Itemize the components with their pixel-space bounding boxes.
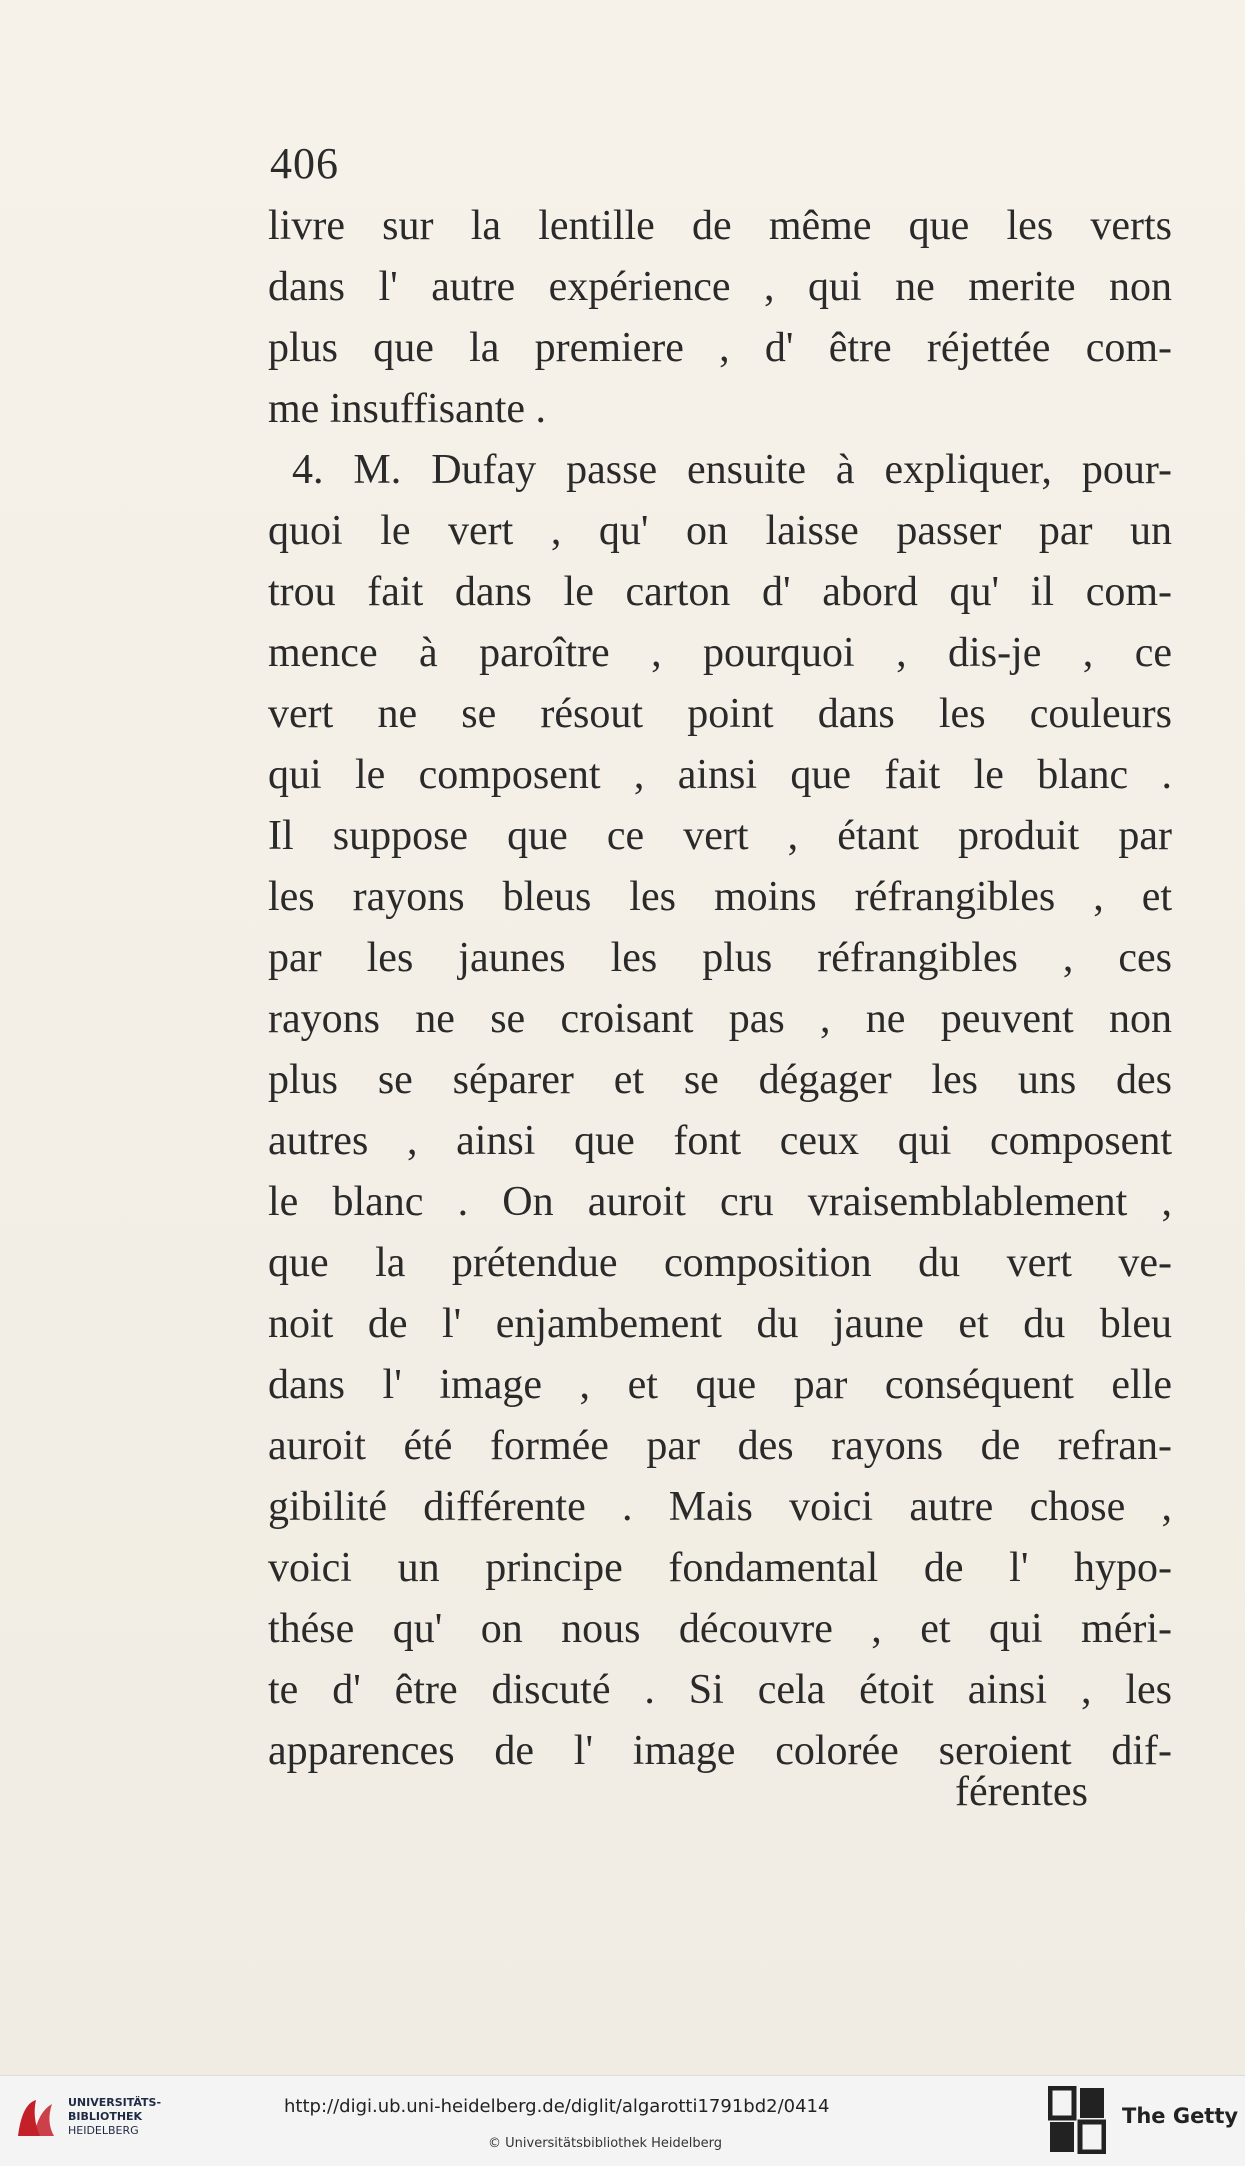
text-line: le blanc . On auroit cru vraisemblablement ,: [268, 1179, 1172, 1225]
catchword: férentes: [955, 1769, 1088, 1815]
text-line: vert ne se résout point dans les couleurs: [268, 691, 1172, 737]
text-line: livre sur la lentille de même que les verts: [268, 203, 1172, 249]
text-line: auroit été formée par des rayons de refran-: [268, 1423, 1172, 1469]
text-line: Il suppose que ce vert , étant produit par: [268, 813, 1172, 859]
page-number: 406: [270, 139, 339, 188]
permalink-url[interactable]: http://digi.ub.uni-heidelberg.de/diglit/algarotti1791bd2/0414: [284, 2096, 830, 2117]
university-name-line: BIBLIOTHEK: [68, 2110, 143, 2123]
copyright-notice: © Universitätsbibliothek Heidelberg: [488, 2136, 723, 2151]
text-line: qui le composent , ainsi que fait le blanc .: [268, 752, 1172, 798]
text-line: mence à paroître , pourquoi , dis-je , ce: [268, 630, 1172, 676]
text-line: rayons ne se croisant pas , ne peuvent non: [268, 996, 1172, 1042]
body-text: [268, 196, 1172, 1782]
text-line: les rayons bleus les moins réfrangibles , et: [268, 874, 1172, 920]
text-line: dans l' image , et que par conséquent elle: [268, 1362, 1172, 1408]
text-line: gibilité différente . Mais voici autre chose ,: [268, 1484, 1172, 1530]
text-line: thése qu' on nous découvre , et qui méri-: [268, 1606, 1172, 1652]
text-line: autres , ainsi que font ceux qui composent: [268, 1118, 1172, 1164]
text-line: quoi le vert , qu' on laisse passer par un: [268, 508, 1172, 554]
text-line: plus se séparer et se dégager les uns des: [268, 1057, 1172, 1103]
university-name: [68, 2096, 161, 2138]
text-line: voici un principe fondamental de l' hypo-: [268, 1545, 1172, 1591]
text-line: apparences de l' image colorée seroient dif-: [268, 1728, 1172, 1774]
viewer-footer: [0, 2075, 1245, 2166]
text-line: me insuffisante .: [268, 386, 547, 432]
university-name-line: HEIDELBERG: [68, 2124, 139, 2137]
text-line: te d' être discuté . Si cela étoit ainsi , les: [268, 1667, 1172, 1713]
text-line: que la prétendue composition du vert ve-: [268, 1240, 1172, 1286]
text-line: 4. M. Dufay passe ensuite à expliquer, pour-: [292, 447, 1172, 493]
text-line: par les jaunes les plus réfrangibles , ces: [268, 935, 1172, 981]
university-logo-icon: [12, 2094, 60, 2142]
getty-label: The Getty: [1122, 2104, 1239, 2128]
text-line: plus que la premiere , d' être réjettée com-: [268, 325, 1172, 371]
text-line: dans l' autre expérience , qui ne merite non: [268, 264, 1172, 310]
text-line: trou fait dans le carton d' abord qu' il com-: [268, 569, 1172, 615]
university-name-line: UNIVERSITÄTS-: [68, 2096, 162, 2109]
text-line: noit de l' enjambement du jaune et du bleu: [268, 1301, 1172, 1347]
getty-logo-icon: [1048, 2086, 1106, 2154]
